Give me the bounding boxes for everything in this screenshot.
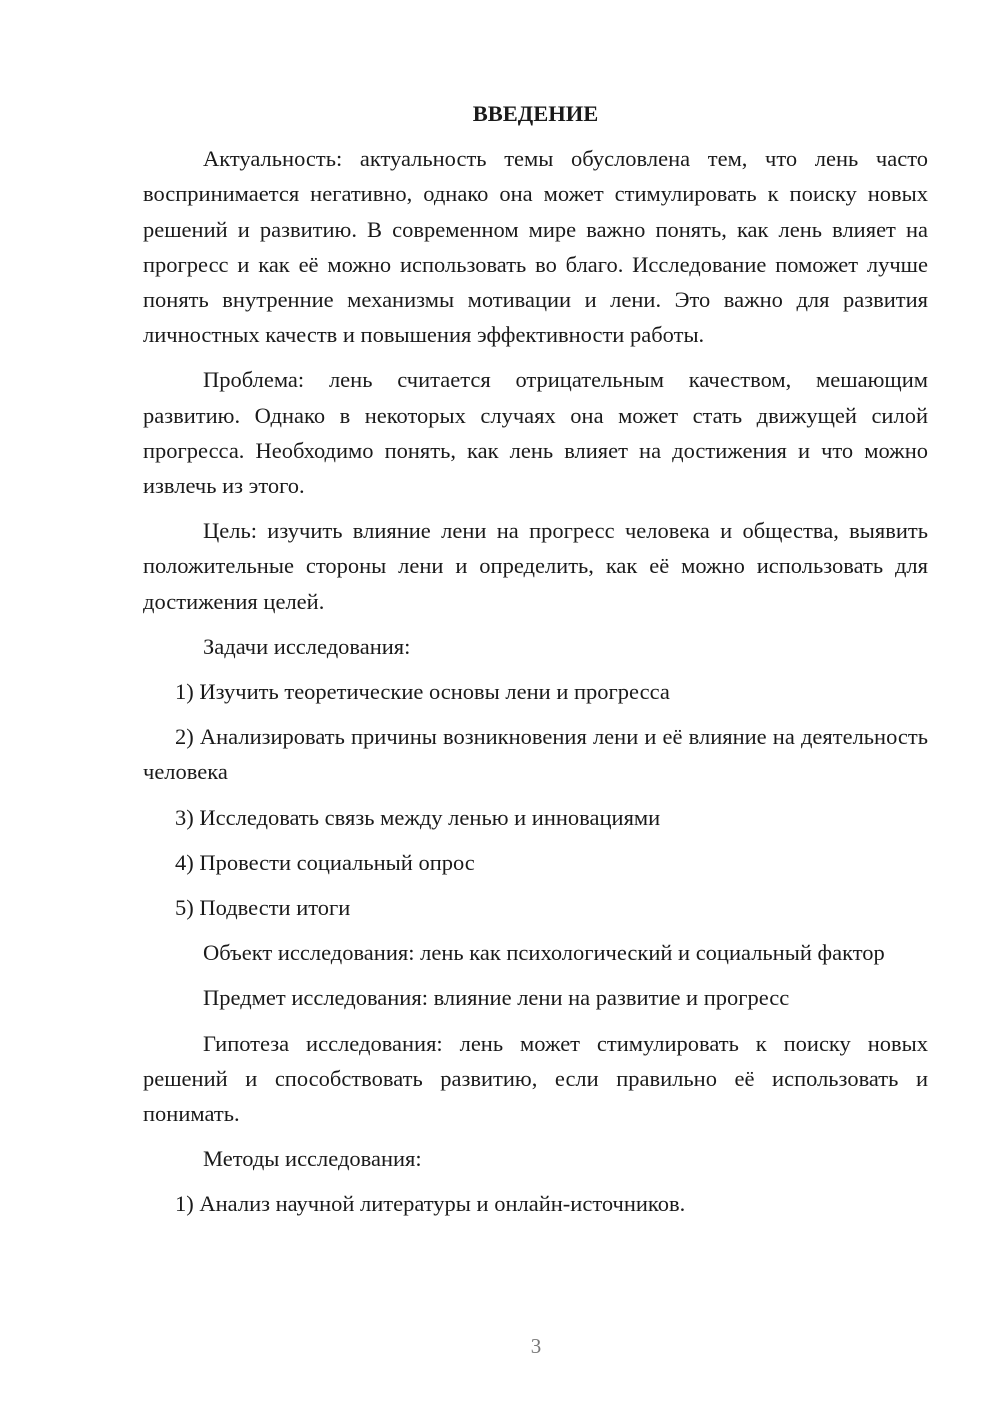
relevance-paragraph: Актуальность: актуальность темы обусловлена тем, что лень часто воспринимается негативно, однако она может стимулировать к поиску новых решений и развитию. В современном мире важно понять, как лень влияет на прогресс и как её можно использовать во благо. Исследование поможет лучше понять внутренние механизмы мотивации и лени. Это важно для развития личностных качеств и повышения эффективности работы. <box>143 146 928 348</box>
task-item-3: 3) Исследовать связь между ленью и инновациями <box>175 804 661 830</box>
tasks-title: Задачи исследования: <box>203 633 411 659</box>
section-heading: ВВЕДЕНИЕ <box>472 101 599 126</box>
problem-paragraph: Проблема: лень считается отрицательным качеством, мешающим развитию. Однако в некоторых случаях она может стать движущей силой прогресса. Необходимо понять, как лень влияет на достижения и что можно извлечь из этого. <box>143 367 928 499</box>
subject-paragraph: Предмет исследования: влияние лени на развитие и прогресс <box>203 985 790 1011</box>
document-body <box>143 96 928 1232</box>
object-paragraph: Объект исследования: лень как психологический и социальный фактор <box>203 940 885 966</box>
method-item-1: 1) Анализ научной литературы и онлайн-источников. <box>175 1191 686 1217</box>
task-item-1: 1) Изучить теоретические основы лени и прогресса <box>175 679 670 705</box>
task-item-2: 2) Анализировать причины возникновения лени и её влияние на деятельность человека <box>143 724 928 785</box>
goal-paragraph: Цель: изучить влияние лени на прогресс человека и общества, выявить положительные стороны лени и определить, как её можно использовать для достижения целей. <box>143 518 928 614</box>
methods-title: Методы исследования: <box>203 1146 422 1172</box>
task-item-4: 4) Провести социальный опрос <box>175 849 475 875</box>
task-item-5: 5) Подвести итоги <box>175 895 351 921</box>
hypothesis-paragraph: Гипотеза исследования: лень может стимулировать к поиску новых решений и способствовать развитию, если правильно её использовать и понимать. <box>143 1030 928 1127</box>
page-number: 3 <box>530 1334 542 1358</box>
